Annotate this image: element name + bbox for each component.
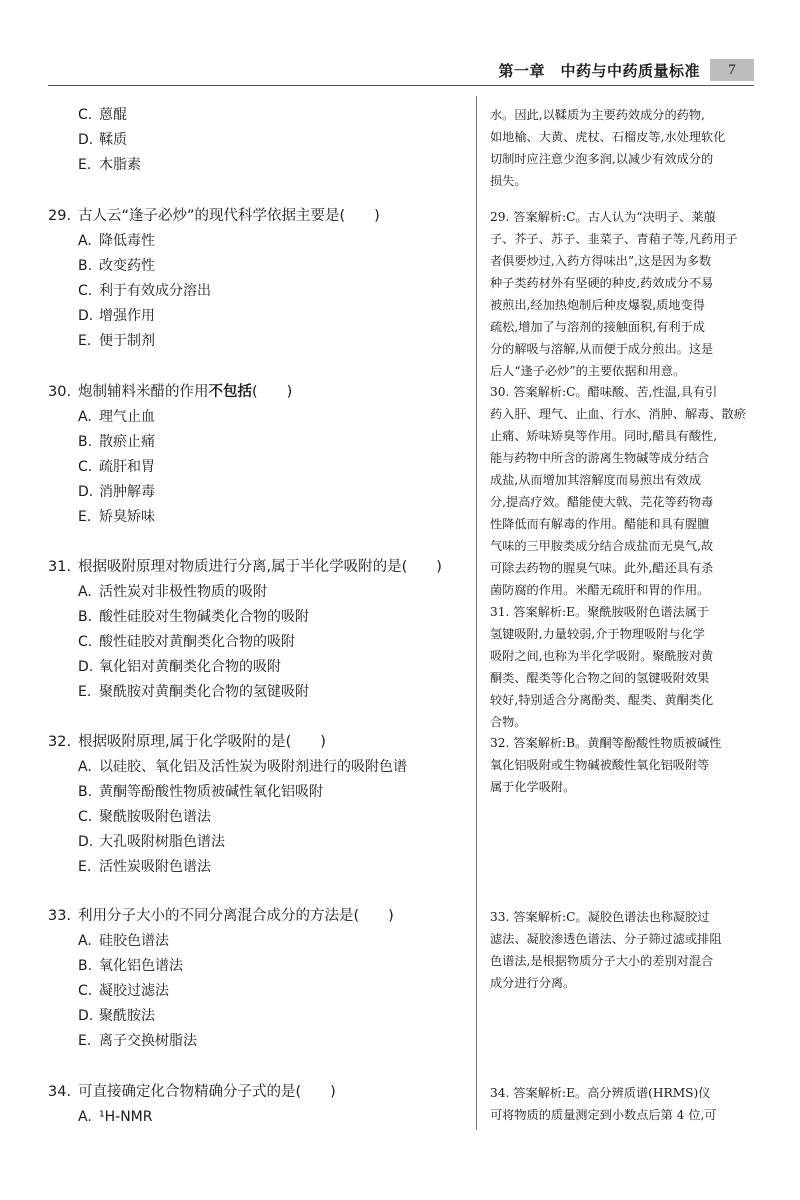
answer-34: 34. 答案解析:E。高分辨质谱(HRMS)仪 可将物质的质量测定到小数点后第 4 位,可: [490, 1086, 717, 1122]
option: E. 木脂素: [78, 157, 141, 173]
option: D. 氧化铝对黄酮类化合物的吸附: [78, 659, 281, 675]
option: A. 活性炭对非极性物质的吸附: [78, 584, 267, 600]
option: A. 降低毒性: [78, 233, 155, 249]
answer-31: 31. 答案解析:E。聚酰胺吸附色谱法属于 氢键吸附,力量较弱,介于物理吸附与化学 吸附之间,也称为半化学吸附。聚酰胺对黄 酮类、醌类等化合物之间的氢键吸附效果 较好,特别适合分离酚类、醌类、黄酮类化 合物。: [490, 605, 714, 729]
option: D. 鞣质: [78, 132, 127, 148]
option: E. 便于制剂: [78, 333, 155, 349]
option: E. 活性炭吸附色谱法: [78, 859, 211, 875]
option: A. 以硅胶、氧化铝及活性炭为吸附剂进行的吸附色谱: [78, 759, 407, 775]
option: C. 凝胶过滤法: [78, 983, 169, 999]
question-30: [48, 380, 468, 530]
option: C. 疏肝和胃: [78, 459, 155, 475]
question-stem: 29. 古人云“逢子必炒”的现代科学依据主要是( ): [48, 208, 380, 224]
option: C. 聚酰胺吸附色谱法: [78, 809, 211, 825]
option: D. 大孔吸附树脂色谱法: [78, 834, 225, 850]
option: B. 酸性硅胶对生物碱类化合物的吸附: [78, 609, 309, 625]
option: A. 硅胶色谱法: [78, 933, 169, 949]
option: B. 散瘀止痛: [78, 434, 155, 450]
option: A. 理气止血: [78, 409, 155, 425]
option: A. ¹H-NMR: [78, 1109, 153, 1125]
answer-30: 30. 答案解析:C。醋味酸、苦,性温,具有引 药入肝、理气、止血、行水、消肿、解毒、散瘀 止痛、矫味矫臭等作用。同时,醋具有酸性, 能与药物中所含的游离生物碱等成分结合 成盐,从而增加其溶解度而易煎出有效成 分,提高疗效。醋能使大戟、芫花等药物毒 性降低而有解毒的作用。醋能和具有腥膻 气味的三甲胺类成分结合成盐而无臭气,故 可除去药物的腥臭气味。此外,醋还具有杀 菌防腐的作用。米醋无疏肝和胃的作用。: [490, 385, 746, 597]
header-rule: [48, 85, 754, 86]
answer-33: 33. 答案解析:C。凝胶色谱法也称凝胶过 滤法、凝胶渗透色谱法、分子筛过滤或排阻 色谱法,是根据物质分子大小的差别对混合 成分进行分离。: [490, 910, 722, 990]
option: B. 氧化铝色谱法: [78, 958, 183, 974]
option: E. 离子交换树脂法: [78, 1033, 197, 1049]
option: B. 黄酮等酚酸性物质被碱性氧化铝吸附: [78, 784, 323, 800]
question-32: [48, 730, 468, 880]
question-31: [48, 555, 468, 705]
question-34: [48, 1080, 468, 1130]
question-33: [48, 904, 468, 1054]
answer-29: 29. 答案解析:C。古人认为“决明子、莱菔 子、芥子、苏子、韭菜子、青葙子等,凡药用子 者俱要炒过,入药方得味出”,这是因为多数 种子类药材外有坚硬的种皮,药效成分不易 被煎出,经加热炮制后种皮爆裂,质地变得 疏松,增加了与溶剂的接触面积,有利于成 分的解吸与溶解,从而便于成分煎出。这是 后人“逢子必炒”的主要依据和用意。: [490, 210, 738, 378]
page-header: [498, 58, 754, 82]
question-28-tail: [48, 103, 468, 178]
option: C. 酸性硅胶对黄酮类化合物的吸附: [78, 634, 295, 650]
column-divider: [476, 96, 477, 1130]
option: E. 矫臭矫味: [78, 509, 155, 525]
chapter-title: 第一章 中药与中药质量标准: [498, 61, 700, 80]
question-stem: 33. 利用分子大小的不同分离混合成分的方法是( ): [48, 908, 394, 924]
answer-32: 32. 答案解析:B。黄酮等酚酸性物质被碱性 氧化铝吸附或生物碱被酸性氧化铝吸附等 属于化学吸附。: [490, 736, 722, 794]
question-29: [48, 204, 468, 354]
question-stem: 34. 可直接确定化合物精确分子式的是( ): [48, 1084, 336, 1100]
option: C. 蒽醌: [78, 107, 127, 123]
option: B. 改变药性: [78, 258, 155, 274]
option: D. 聚酰胺法: [78, 1008, 155, 1024]
option: E. 聚酰胺对黄酮类化合物的氢键吸附: [78, 684, 309, 700]
question-stem: 31. 根据吸附原理对物质进行分离,属于半化学吸附的是( ): [48, 559, 442, 575]
option: D. 增强作用: [78, 308, 155, 324]
option: C. 利于有效成分溶出: [78, 283, 211, 299]
question-stem: 32. 根据吸附原理,属于化学吸附的是( ): [48, 734, 326, 750]
option: D. 消肿解毒: [78, 484, 155, 500]
page-number: 7: [710, 59, 754, 81]
answer-28-tail: 水。因此,以鞣质为主要药效成分的药物, 如地榆、大黄、虎杖、石榴皮等,水处理软化 切制时应注意少泡多润,以减少有效成分的 损失。: [490, 108, 726, 188]
question-stem: 30. 炮制辅料米醋的作用不包括( ): [48, 384, 293, 400]
